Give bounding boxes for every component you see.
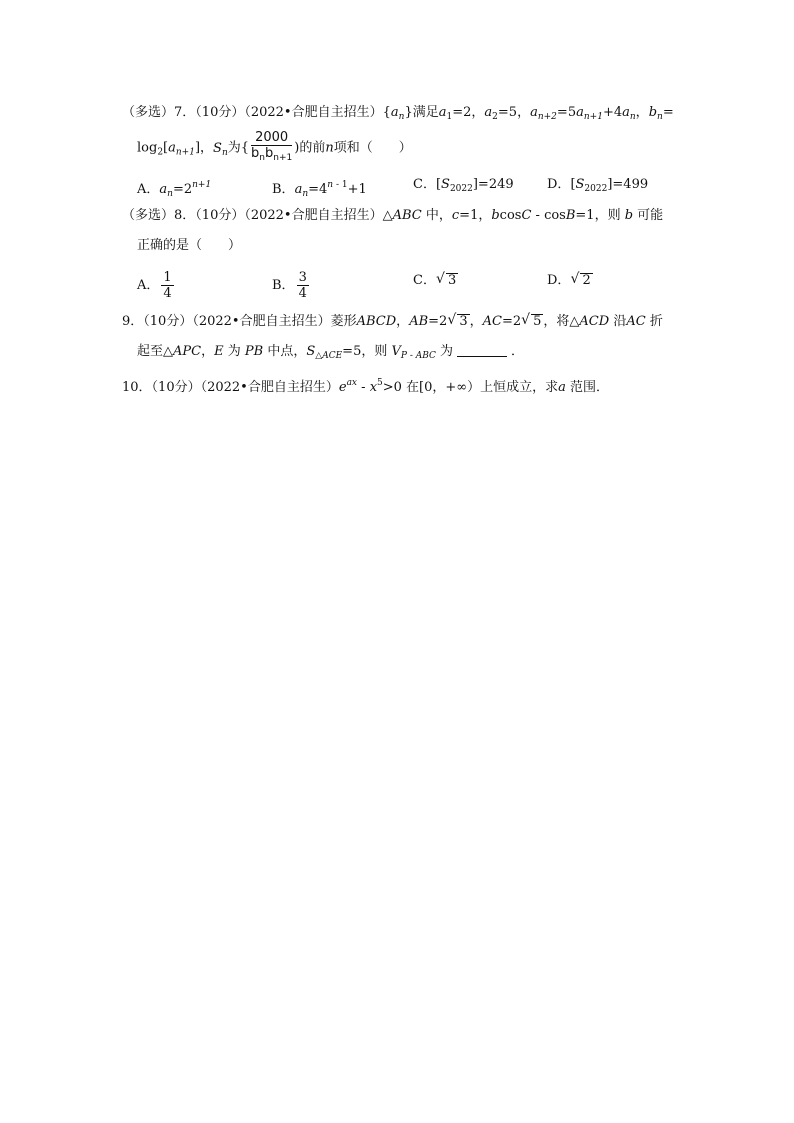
q9-line2: 起至△APC，E 为 PB 中点，$S_{\triangle ACE}=5$，则 $V_{P - ABC}$ 为 ． [137,344,525,361]
q8-number: 8． [174,208,196,223]
q8-line1: （多选）8．（10分）（2022•合肥自主招生）△ABC 中，c=1，bcosC - cosB=1，则 b 可能 [122,208,664,223]
q10-number: 10． [122,380,152,395]
q8-source: （2022•合肥自主招生） [244,208,383,223]
q7-line1: （多选）7．（10分）（2022•合肥自主招生）$\{a_n\}$满足$a_1=2$，$a_2=5$，$a_{n+2}=5a_{n+1}+4a_n$，$b_n=$ [122,105,674,122]
q8-option-c[interactable]: C． √ 3 [413,271,457,288]
q8-option-a[interactable]: A． $\frac{1}{4}$ [137,270,172,301]
q7-score: （10分） [195,105,245,120]
q7-option-b[interactable]: B．$a_n=4^{n - 1}+1$ [272,180,367,199]
q9-line1: 9．（10分）（2022•合肥自主招生）菱形ABCD，AB=2 √ 3 ，AC=2 √ 5 ，将△ACD 沿AC 折 [122,312,663,329]
q7-line2: $\log_2[a_{n+1}]$，$S_n$为{ $\frac{2000}{b_nb_{n+1}}$ )的前n项和（ ） [137,130,412,170]
q8-line2: 正确的是（ ） [137,238,242,253]
q7-source: （2022•合肥自主招生） [244,105,383,120]
q9-score: （10分） [143,314,193,329]
q7-option-a[interactable]: A．$a_n=2^{n+1}$ [137,180,212,199]
q7-number: 7． [174,105,196,120]
q10-score: （10分） [151,380,201,395]
q9-answer-blank[interactable] [457,344,507,357]
q7-fraction: $\frac{2000}{b_nb_{n+1}}$ [251,130,293,163]
q8-option-b[interactable]: B． $\frac{3}{4}$ [272,270,307,301]
q9-source: （2022•合肥自主招生） [192,314,331,329]
q10-line1: 10．（10分）（2022•合肥自主招生）$e^{ax} - x^5>0$ 在[0，+∞）上恒成立，求a 范围． [122,378,610,395]
q7-option-d[interactable]: D．$[S_{2022}]=499$ [547,177,649,194]
q7-tag: （多选） [122,105,175,120]
q9-number: 9． [122,314,144,329]
q8-option-d[interactable]: D． √ 2 [547,271,591,288]
q8-options [137,270,697,304]
q7-option-c[interactable]: C．$[S_{2022}]=249$ [413,177,514,194]
q8-score: （10分） [195,208,245,223]
q10-source: （2022•合肥自主招生） [200,380,339,395]
